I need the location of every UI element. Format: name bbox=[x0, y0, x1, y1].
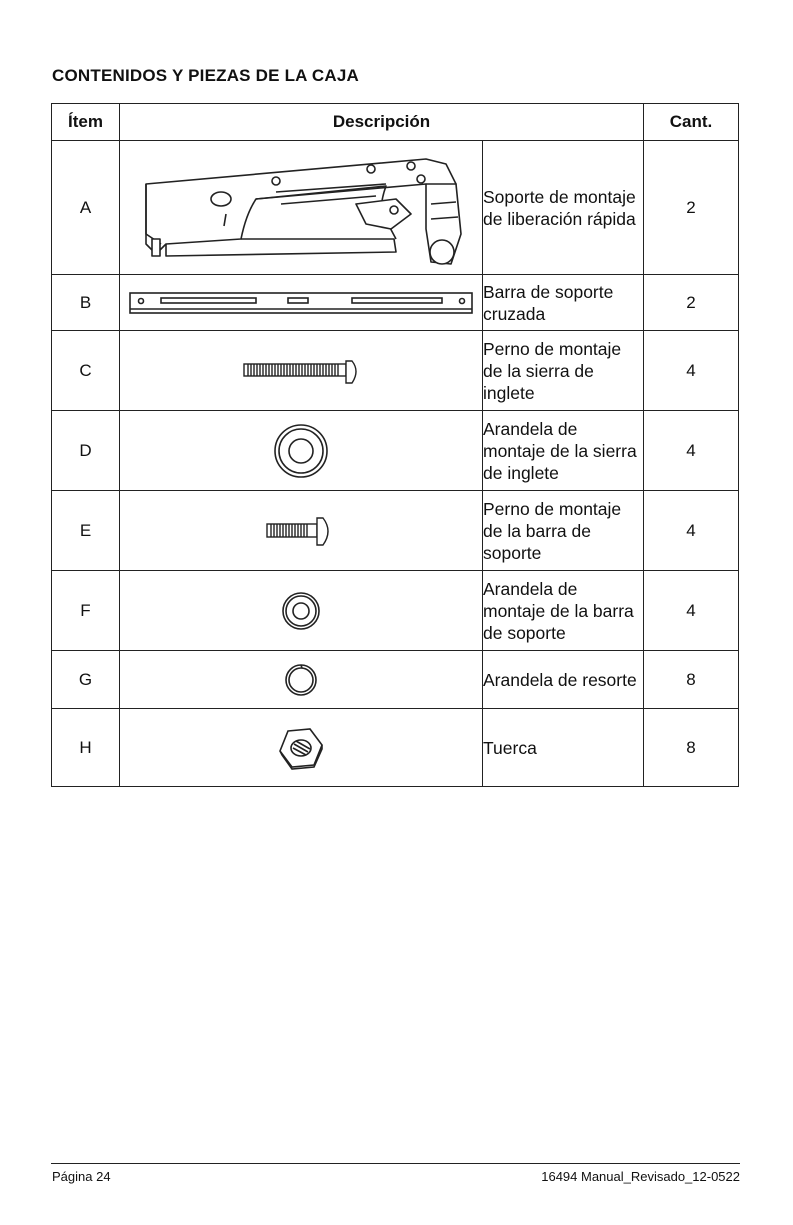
spring-washer-icon bbox=[281, 660, 321, 700]
item-letter: E bbox=[52, 491, 120, 571]
table-row bbox=[52, 651, 739, 709]
item-letter: B bbox=[52, 275, 120, 331]
item-description: Soporte de montaje de liberación rápida bbox=[483, 141, 644, 275]
item-letter: A bbox=[52, 141, 120, 275]
table-row bbox=[52, 571, 739, 651]
item-quantity: 2 bbox=[644, 141, 739, 275]
item-description: Perno de montaje de la barra de soporte bbox=[483, 491, 644, 571]
table-header-row bbox=[52, 104, 739, 141]
item-description: Arandela de montaje de la barra de soporte bbox=[483, 571, 644, 651]
quick-release-bracket-icon bbox=[126, 144, 476, 272]
document-id: 16494 Manual_Revisado_12-0522 bbox=[541, 1169, 740, 1184]
item-description: Arandela de resorte bbox=[483, 651, 644, 709]
item-quantity: 4 bbox=[644, 331, 739, 411]
item-letter: C bbox=[52, 331, 120, 411]
short-carriage-bolt-icon bbox=[261, 509, 341, 553]
item-letter: D bbox=[52, 411, 120, 491]
part-image-cell bbox=[120, 411, 483, 491]
small-washer-icon bbox=[279, 589, 323, 633]
item-letter: H bbox=[52, 709, 120, 787]
header-qty: Cant. bbox=[644, 104, 739, 141]
table-row bbox=[52, 141, 739, 275]
footer-divider bbox=[51, 1163, 740, 1164]
item-description: Perno de montaje de la sierra de inglete bbox=[483, 331, 644, 411]
item-description: Barra de soporte cruzada bbox=[483, 275, 644, 331]
item-letter: G bbox=[52, 651, 120, 709]
item-description: Tuerca bbox=[483, 709, 644, 787]
cross-support-bar-icon bbox=[126, 287, 476, 319]
item-quantity: 8 bbox=[644, 651, 739, 709]
header-item: Ítem bbox=[52, 104, 120, 141]
part-image-cell bbox=[120, 275, 483, 331]
part-image-cell bbox=[120, 571, 483, 651]
part-image-cell bbox=[120, 709, 483, 787]
table-row bbox=[52, 411, 739, 491]
item-description: Arandela de montaje de la sierra de inglete bbox=[483, 411, 644, 491]
part-image-cell bbox=[120, 331, 483, 411]
table-row bbox=[52, 275, 739, 331]
item-quantity: 4 bbox=[644, 571, 739, 651]
table-row bbox=[52, 709, 739, 787]
item-quantity: 4 bbox=[644, 491, 739, 571]
page-title: CONTENIDOS Y PIEZAS DE LA CAJA bbox=[52, 66, 360, 85]
table-row bbox=[52, 491, 739, 571]
table-row bbox=[52, 331, 739, 411]
long-carriage-bolt-icon bbox=[236, 351, 366, 391]
part-image-cell bbox=[120, 651, 483, 709]
part-image-cell bbox=[120, 491, 483, 571]
page-number: Página 24 bbox=[52, 1169, 111, 1184]
hex-nut-icon bbox=[276, 725, 326, 771]
item-quantity: 2 bbox=[644, 275, 739, 331]
part-image-cell bbox=[120, 141, 483, 275]
item-quantity: 8 bbox=[644, 709, 739, 787]
header-description: Descripción bbox=[120, 104, 644, 141]
parts-table bbox=[51, 103, 739, 787]
item-letter: F bbox=[52, 571, 120, 651]
large-washer-icon bbox=[271, 421, 331, 481]
item-quantity: 4 bbox=[644, 411, 739, 491]
